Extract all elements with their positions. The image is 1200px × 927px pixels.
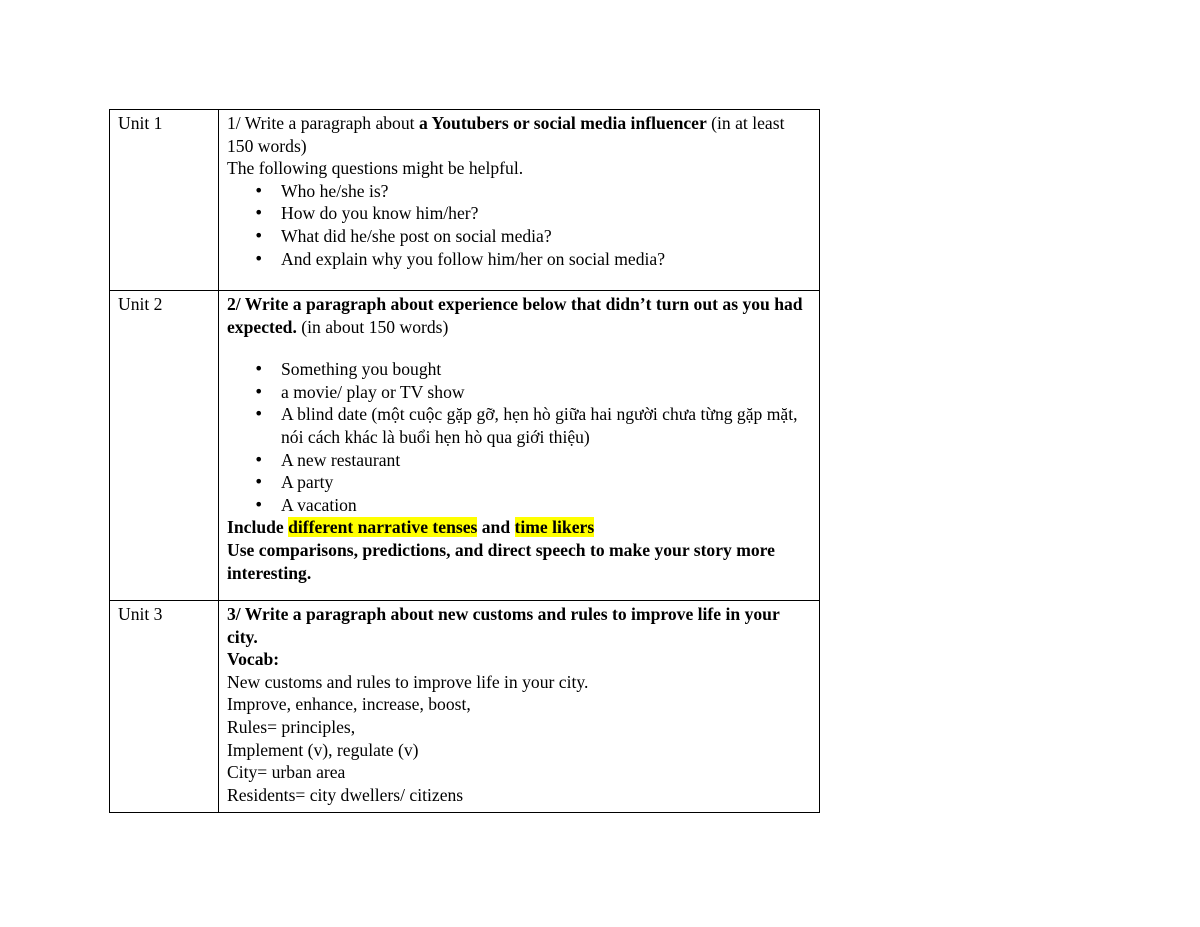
- task-prompt: [227, 293, 811, 338]
- closing-instruction: Use comparisons, predictions, and direct speech to make your story more interesting.: [227, 539, 775, 583]
- vocab-heading: Vocab:: [227, 649, 280, 670]
- prompt-word-count: (in about 150 words): [296, 316, 449, 337]
- prompt-word-count: (in at least 150 words): [227, 113, 785, 156]
- vocab-line: Rules= principles,: [227, 716, 356, 737]
- include-instruction: [227, 516, 811, 539]
- list-item: • A party: [281, 471, 811, 494]
- vocab-line: Improve, enhance, increase, boost,: [227, 694, 471, 715]
- table-row: [110, 291, 820, 601]
- task-cell: [219, 601, 820, 813]
- topic-list: [227, 358, 811, 516]
- task-cell: [219, 291, 820, 601]
- table-row: [110, 601, 820, 813]
- highlight-time-likers: time likers: [514, 517, 595, 538]
- task-prompt: 3/ Write a paragraph about new customs and rules to improve life in your city.: [227, 604, 780, 647]
- unit-label-cell: [110, 601, 219, 813]
- unit-label: Unit 2: [118, 294, 163, 314]
- list-item: • A blind date (một cuộc gặp gỡ, hẹn hò giữa hai người chưa từng gặp mặt, nói cách khác là buổi hẹn hò qua giới thiệu): [281, 403, 811, 448]
- task-cell: [219, 110, 820, 291]
- prompt-text: 1/ Write a paragraph about: [227, 113, 419, 133]
- spacer: [227, 338, 811, 358]
- list-item: • Something you bought: [281, 358, 811, 381]
- table-row: [110, 110, 820, 291]
- highlight-narrative-tenses: different narrative tenses: [288, 517, 478, 538]
- include-label: Include: [227, 517, 289, 538]
- unit-label: Unit 1: [118, 113, 163, 133]
- list-item: • How do you know him/her?: [281, 202, 811, 225]
- list-item: • And explain why you follow him/her on social media?: [281, 248, 811, 271]
- prompt-emphasis: 2/ Write a paragraph about experience below that didn’t turn out as you had expected.: [227, 294, 803, 337]
- vocab-line: Implement (v), regulate (v): [227, 739, 419, 760]
- prompt-emphasis: a Youtubers or social media influencer: [418, 113, 707, 133]
- task-prompt: [227, 112, 811, 157]
- question-list: [227, 180, 811, 270]
- vocab-line: Residents= city dwellers/ citizens: [227, 784, 464, 805]
- list-item: • A vacation: [281, 494, 811, 517]
- assignment-table: [109, 109, 820, 813]
- vocab-line: New customs and rules to improve life in your city.: [227, 671, 589, 692]
- vocab-line: City= urban area: [227, 762, 346, 783]
- unit-label-cell: [110, 291, 219, 601]
- unit-label: Unit 3: [118, 604, 163, 624]
- task-intro: The following questions might be helpful.: [227, 158, 524, 179]
- list-item: • a movie/ play or TV show: [281, 381, 811, 404]
- and-label: and: [477, 517, 515, 538]
- list-item: • Who he/she is?: [281, 180, 811, 203]
- list-item: • A new restaurant: [281, 449, 811, 472]
- list-item: • What did he/she post on social media?: [281, 225, 811, 248]
- unit-label-cell: [110, 110, 219, 291]
